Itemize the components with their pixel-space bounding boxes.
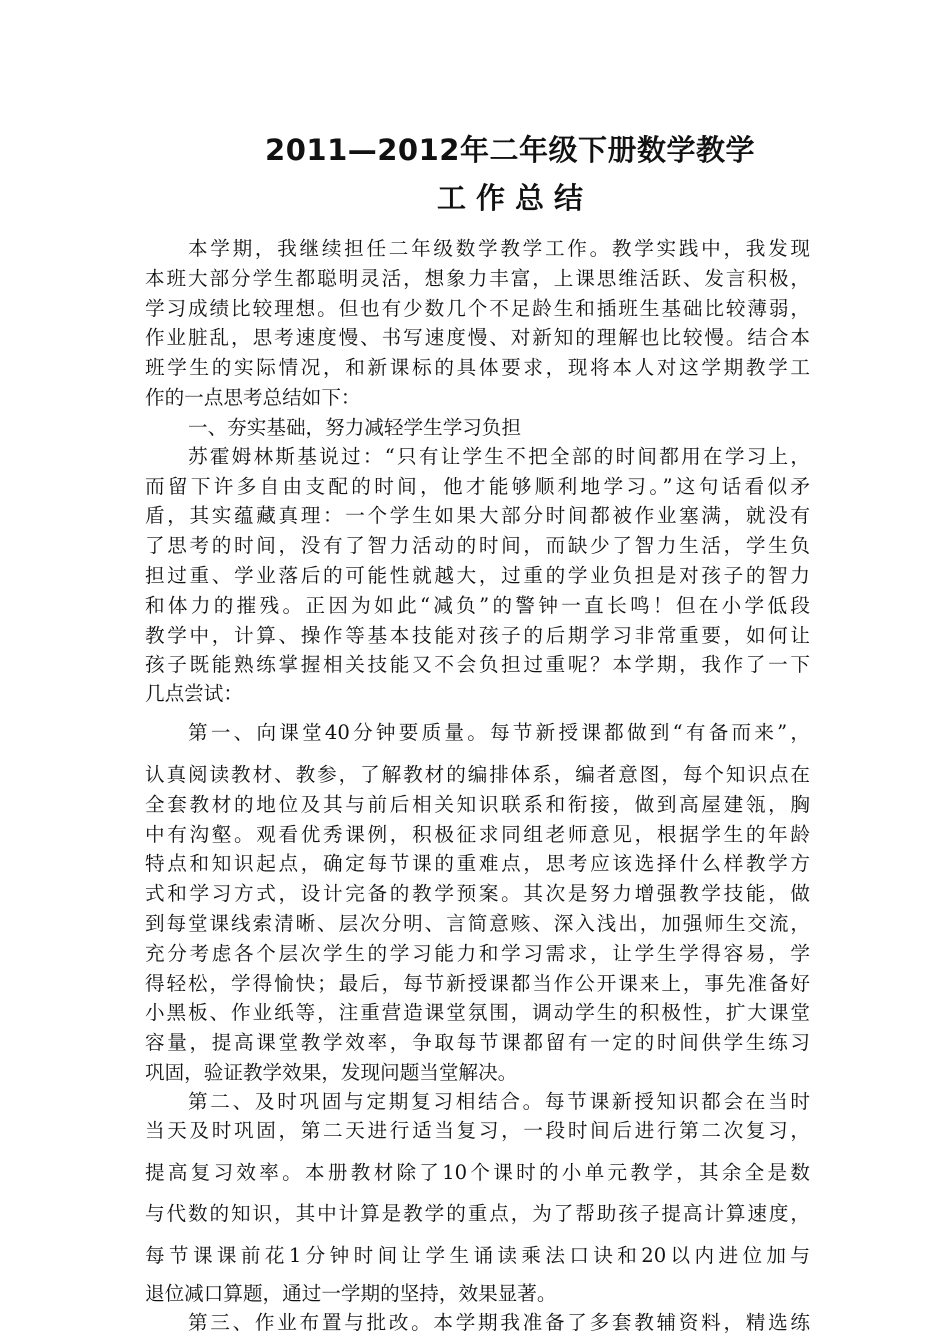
body-line: 巩固，验证教学效果，发现问题当堂解决。: [145, 1061, 518, 1085]
body-line: 苏霍姆林斯基说过：“只有让学生不把全部的时间都用在学习上，: [188, 444, 810, 468]
body-line: 和体力的摧残。正因为如此“减负”的警钟一直长鸣！但在小学低段: [145, 593, 810, 617]
body-line: 第二、及时巩固与定期复习相结合。每节课新授知识都会在当时: [188, 1089, 810, 1113]
body-line: 小黑板、作业纸等，注重营造课堂氛围，调动学生的积极性，扩大课堂: [145, 1001, 810, 1025]
body-line: 盾，其实蕴藏真理：一个学生如果大部分时间都被作业塞满，就没有: [145, 504, 810, 528]
body-line: 当天及时巩固，第二天进行适当复习，一段时间后进行第二次复习，: [145, 1118, 810, 1142]
body-line: 本学期，我继续担任二年级数学教学工作。教学实践中，我发现: [188, 237, 810, 260]
section-heading: 一、夯实基础，努力减轻学生学习负担: [188, 415, 522, 439]
body-line: 作的一点思考总结如下：: [145, 386, 361, 410]
body-line: 担过重、学业落后的可能性就越大，过重的学业负担是对孩子的智力: [145, 563, 810, 587]
document-title: 2011—2012年二年级下册数学教学: [265, 133, 755, 167]
body-line: 孩子既能熟练掌握相关技能又不会负担过重呢？本学期，我作了一下: [145, 653, 810, 677]
body-line: 本班大部分学生都聪明灵活，想象力丰富，上课思维活跃、发言积极，: [145, 266, 810, 290]
body-line: 得轻松，学得愉快；最后，每节新授课都当作公开课来上，事先准备好: [145, 971, 810, 995]
body-line: 式和学习方式，设计完备的教学预案。其次是努力增强教学技能，做: [145, 882, 810, 906]
body-line: 学习成绩比较理想。但也有少数几个不足龄生和插班生基础比较薄弱，: [145, 296, 810, 320]
body-line: 中有沟壑。观看优秀课例，积极征求同组老师意见，根据学生的年龄: [145, 822, 810, 846]
body-line: 到每堂课线索清晰、层次分明、言简意赅、深入浅出，加强师生交流，: [145, 912, 810, 936]
body-line: 第三、作业布置与批改。本学期我准备了多套教辅资料，精选练: [188, 1311, 810, 1335]
body-line: 容量，提高课堂教学效率，争取每节课都留有一定的时间供学生练习: [145, 1031, 810, 1055]
body-line: 充分考虑各个层次学生的学习能力和学习需求，让学生学得容易，学: [145, 941, 810, 965]
body-line: 全套教材的地位及其与前后相关知识联系和衔接，做到高屋建瓴，胸: [145, 792, 810, 816]
body-line: 认真阅读教材、教参，了解教材的编排体系，编者意图，每个知识点在: [145, 762, 810, 786]
body-line: 作业脏乱，思考速度慢、书写速度慢、对新知的理解也比较慢。结合本: [145, 326, 810, 350]
body-line: 了思考的时间，没有了智力活动的时间，而缺少了智力生活，学生负: [145, 534, 810, 558]
body-line: 班学生的实际情况，和新课标的具体要求，现将本人对这学期教学工: [145, 356, 810, 380]
body-line: 几点尝试：: [145, 682, 243, 706]
body-line: 退位减口算题，通过一学期的坚持，效果显著。: [145, 1282, 557, 1306]
document-subtitle: 工作总结: [436, 181, 593, 215]
body-line: 提高复习效率。本册教材除了10个课时的小单元教学，其余全是数: [145, 1161, 810, 1185]
body-line: 第一、向课堂40分钟要质量。每节新授课都做到“有备而来”，: [188, 720, 810, 744]
body-line: 与代数的知识，其中计算是教学的重点，为了帮助孩子提高计算速度，: [145, 1202, 810, 1226]
body-line: 而留下许多自由支配的时间，他才能够顺利地学习。”这句话看似矛: [145, 474, 810, 498]
body-line: 每节课课前花1分钟时间让学生诵读乘法口诀和20以内进位加与: [145, 1243, 810, 1267]
body-line: 教学中，计算、操作等基本技能对孩子的后期学习非常重要，如何让: [145, 623, 810, 647]
body-line: 特点和知识起点，确定每节课的重难点，思考应该选择什么样教学方: [145, 852, 810, 876]
